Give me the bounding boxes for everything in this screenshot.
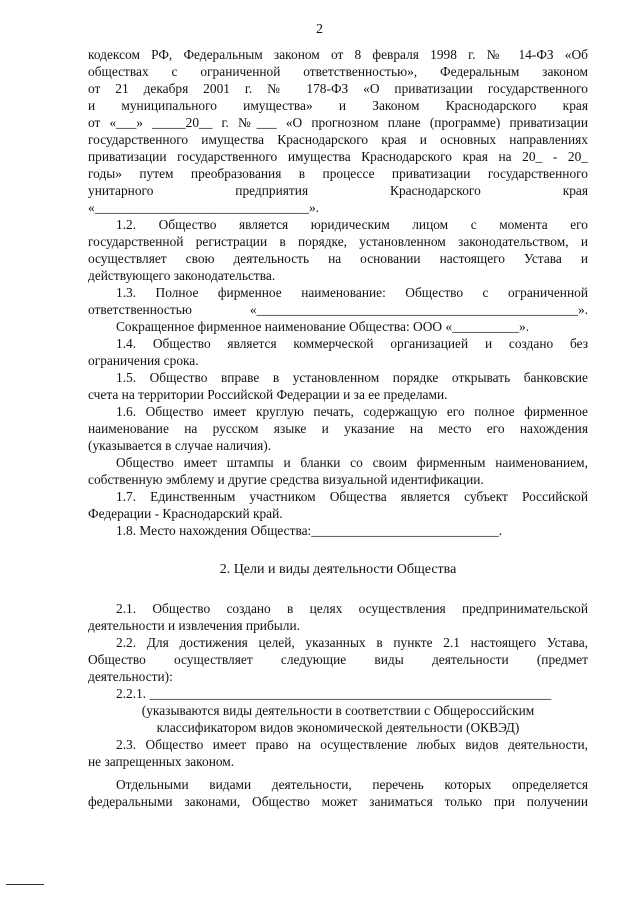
text-line: 1.8. Место нахождения Общества:____________________________.: [116, 523, 503, 538]
paragraph-1-8: [88, 522, 588, 539]
paragraph-1-4: [88, 335, 588, 369]
text-line: ограничения срока.: [88, 353, 199, 368]
text-line: от «___» _____20__ г. №___ «О прогнозном плане (программе) приватизации: [88, 115, 588, 130]
document-body: [88, 46, 588, 810]
text-line: обществах с ограниченной ответственностью», Федеральным законом: [88, 64, 588, 79]
text-line: от 21 декабря 2001 г. № 178-ФЗ «О приватизации государственного: [88, 81, 588, 96]
text-line: государственного имущества Краснодарского края и основных направлениях: [88, 132, 588, 147]
text-line: собственную эмблему и другие средства визуальной идентификации.: [88, 472, 484, 487]
text-line: и муниципального имущества» и Законом Краснодарского края: [88, 98, 588, 113]
text-line: государственной регистрации в порядке, установленном законодательством, и: [88, 234, 588, 249]
paragraph-1-2: [88, 216, 588, 284]
paragraph-1-3: [88, 284, 588, 335]
text-line: «________________________________».: [88, 200, 319, 215]
text-line: Сокращенное фирменное наименование Общества: ООО «__________».: [116, 319, 530, 334]
text-line: Общество осуществляет следующие виды деятельности (предмет: [88, 652, 588, 667]
text-line: 1.5. Общество вправе в установленном порядке открывать банковские: [116, 370, 588, 385]
section-2-heading: 2. Цели и виды деятельности Общества: [219, 562, 457, 577]
text-line: ответственностью «________________________________________________».: [88, 302, 588, 317]
text-line: 2.2.1. ____________________________________________________________: [116, 686, 552, 701]
text-line: осуществляет свою деятельность на основании настоящего Устава и: [88, 251, 588, 266]
text-line: деятельности и извлечения прибыли.: [88, 618, 300, 633]
footnote-separator: [6, 884, 44, 885]
text-line: 2.1. Общество создано в целях осуществления предпринимательской: [116, 601, 588, 616]
text-line: унитарного предприятия Краснодарского края: [88, 183, 588, 198]
text-line: (указывается в случае наличия).: [88, 438, 272, 453]
text-line: 1.2. Общество является юридическим лицом с момента его: [116, 217, 588, 232]
text-line: 1.4. Общество является коммерческой организацией и создано без: [116, 336, 588, 351]
text-line: годы» путем преобразования в процессе приватизации государственного: [88, 166, 588, 181]
text-line: кодексом РФ, Федеральным законом от 8 февраля 1998 г. № 14-ФЗ «Об: [88, 47, 588, 62]
page-number: 2: [316, 22, 323, 37]
text-line: (указываются виды деятельности в соответствии с Общероссийским: [141, 703, 535, 718]
paragraph-1-6: [88, 403, 588, 488]
paragraph-1-5: [88, 369, 588, 403]
text-line: Федерации - Краснодарский край.: [88, 506, 283, 521]
text-line: действующего законодательства.: [88, 268, 276, 283]
paragraph-2-3: [88, 736, 588, 810]
text-line: деятельности):: [88, 669, 173, 684]
text-line: не запрещенных законом.: [88, 754, 235, 769]
text-line: 2.2. Для достижения целей, указанных в пункте 2.1 настоящего Устава,: [116, 635, 588, 650]
text-line: федеральными законами, Общество может заниматься только при получении: [88, 794, 588, 809]
text-line: 1.6. Общество имеет круглую печать, содержащую его полное фирменное: [116, 404, 588, 419]
text-line: счета на территории Российской Федерации и за ее пределами.: [88, 387, 448, 402]
text-line: приватизации государственного имущества Краснодарского края на 20_ - 20_: [88, 149, 588, 164]
text-line: наименование на русском языке и указание на место его нахождения: [88, 421, 588, 436]
text-line: 2.3. Общество имеет право на осуществление любых видов деятельности,: [116, 737, 588, 752]
paragraph-1-1-continuation: [88, 46, 588, 216]
text-line: Отдельными видами деятельности, перечень которых определяется: [116, 777, 588, 792]
text-line: 1.7. Единственным участником Общества является субъект Российской: [116, 489, 588, 504]
text-line: Общество имеет штампы и бланки со своим фирменным наименованием,: [116, 455, 588, 470]
paragraph-2-2: [88, 634, 588, 736]
paragraph-2-1: [88, 600, 588, 634]
paragraph-1-7: [88, 488, 588, 522]
text-line: 1.3. Полное фирменное наименование: Общество с ограниченной: [116, 285, 588, 300]
text-line: классификатором видов экономической деятельности (ОКВЭД): [156, 720, 520, 735]
